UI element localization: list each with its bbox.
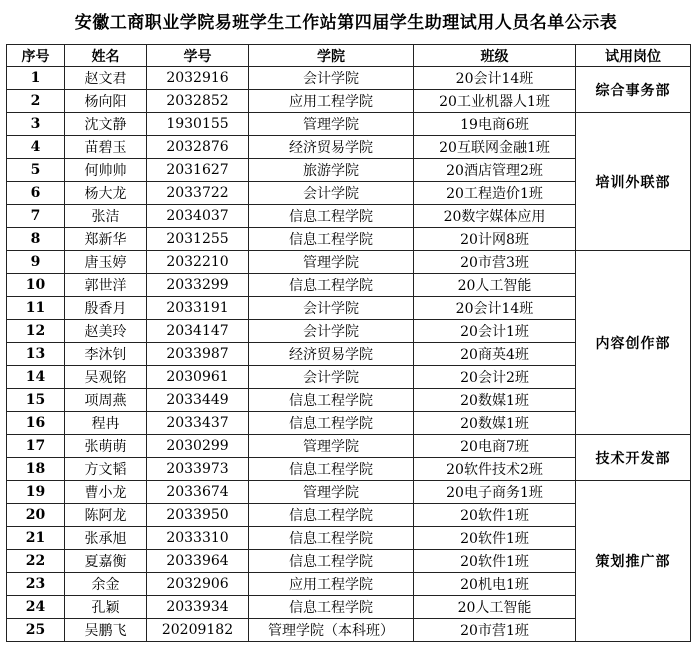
- row-name: 李沐钊: [65, 343, 147, 366]
- row-college: 旅游学院: [249, 159, 414, 182]
- table-row: [7, 113, 691, 136]
- row-college: 会计学院: [249, 366, 414, 389]
- row-class: 20机电1班: [414, 573, 576, 596]
- row-class: 20计网8班: [414, 228, 576, 251]
- row-name: 郑新华: [65, 228, 147, 251]
- department-cell: 综合事务部: [576, 67, 691, 113]
- row-student-id: 2033310: [147, 527, 249, 550]
- row-class: 20会计14班: [414, 67, 576, 90]
- row-class: 20数字媒体应用: [414, 205, 576, 228]
- row-college: 信息工程学院: [249, 504, 414, 527]
- row-name: 杨向阳: [65, 90, 147, 113]
- row-student-id: 2033299: [147, 274, 249, 297]
- row-class: 20酒店管理2班: [414, 159, 576, 182]
- header-college: 学院: [249, 45, 414, 67]
- header-position: 试用岗位: [576, 45, 691, 67]
- table-header-row: [7, 45, 691, 67]
- department-cell: 策划推广部: [576, 481, 691, 642]
- row-seq: 23: [7, 573, 65, 596]
- row-college: 会计学院: [249, 67, 414, 90]
- row-seq: 11: [7, 297, 65, 320]
- row-student-id: 2034037: [147, 205, 249, 228]
- department-cell: 培训外联部: [576, 113, 691, 251]
- roster-body: [7, 67, 691, 642]
- row-student-id: 2032852: [147, 90, 249, 113]
- row-name: 程冉: [65, 412, 147, 435]
- row-student-id: 2032210: [147, 251, 249, 274]
- row-seq: 19: [7, 481, 65, 504]
- row-college: 信息工程学院: [249, 389, 414, 412]
- row-college: 管理学院: [249, 113, 414, 136]
- row-college: 信息工程学院: [249, 412, 414, 435]
- row-class: 20人工智能: [414, 274, 576, 297]
- row-student-id: 2030299: [147, 435, 249, 458]
- row-name: 项周燕: [65, 389, 147, 412]
- header-student-id: 学号: [147, 45, 249, 67]
- row-seq: 25: [7, 619, 65, 642]
- row-college: 会计学院: [249, 297, 414, 320]
- row-seq: 5: [7, 159, 65, 182]
- row-class: 20市营3班: [414, 251, 576, 274]
- row-seq: 21: [7, 527, 65, 550]
- row-name: 苗碧玉: [65, 136, 147, 159]
- row-seq: 1: [7, 67, 65, 90]
- row-college: 管理学院: [249, 435, 414, 458]
- row-seq: 10: [7, 274, 65, 297]
- header-class: 班级: [414, 45, 576, 67]
- row-student-id: 2033964: [147, 550, 249, 573]
- row-college: 经济贸易学院: [249, 343, 414, 366]
- row-college: 信息工程学院: [249, 550, 414, 573]
- row-college: 会计学院: [249, 182, 414, 205]
- row-student-id: 2031627: [147, 159, 249, 182]
- row-seq: 22: [7, 550, 65, 573]
- row-class: 20市营1班: [414, 619, 576, 642]
- row-name: 吴观铭: [65, 366, 147, 389]
- row-name: 唐玉婷: [65, 251, 147, 274]
- row-seq: 6: [7, 182, 65, 205]
- row-student-id: 2033722: [147, 182, 249, 205]
- row-class: 20软件1班: [414, 504, 576, 527]
- row-seq: 20: [7, 504, 65, 527]
- row-seq: 3: [7, 113, 65, 136]
- row-seq: 17: [7, 435, 65, 458]
- row-college: 信息工程学院: [249, 596, 414, 619]
- row-class: 20电商7班: [414, 435, 576, 458]
- row-name: 张洁: [65, 205, 147, 228]
- row-seq: 9: [7, 251, 65, 274]
- row-student-id: 2033987: [147, 343, 249, 366]
- row-name: 沈文静: [65, 113, 147, 136]
- row-student-id: 2033449: [147, 389, 249, 412]
- row-college: 管理学院: [249, 251, 414, 274]
- row-class: 20商英4班: [414, 343, 576, 366]
- row-name: 何帅帅: [65, 159, 147, 182]
- row-class: 20会计1班: [414, 320, 576, 343]
- row-student-id: 1930155: [147, 113, 249, 136]
- row-class: 20软件1班: [414, 527, 576, 550]
- row-name: 赵美玲: [65, 320, 147, 343]
- row-class: 20工程造价1班: [414, 182, 576, 205]
- row-class: 20人工智能: [414, 596, 576, 619]
- row-name: 吴鹏飞: [65, 619, 147, 642]
- row-student-id: 2030961: [147, 366, 249, 389]
- table-row: [7, 435, 691, 458]
- row-college: 应用工程学院: [249, 573, 414, 596]
- row-seq: 14: [7, 366, 65, 389]
- row-name: 赵文君: [65, 67, 147, 90]
- row-seq: 8: [7, 228, 65, 251]
- table-row: [7, 67, 691, 90]
- row-student-id: 2033191: [147, 297, 249, 320]
- row-seq: 16: [7, 412, 65, 435]
- row-college: 信息工程学院: [249, 274, 414, 297]
- row-student-id: 2033674: [147, 481, 249, 504]
- row-student-id: 2031255: [147, 228, 249, 251]
- row-college: 管理学院: [249, 481, 414, 504]
- row-student-id: 2033950: [147, 504, 249, 527]
- row-college: 信息工程学院: [249, 458, 414, 481]
- row-class: 20数媒1班: [414, 412, 576, 435]
- table-row: [7, 481, 691, 504]
- row-class: 20软件1班: [414, 550, 576, 573]
- row-name: 杨大龙: [65, 182, 147, 205]
- row-name: 曹小龙: [65, 481, 147, 504]
- row-name: 余金: [65, 573, 147, 596]
- row-seq: 2: [7, 90, 65, 113]
- row-name: 张承旭: [65, 527, 147, 550]
- row-student-id: 2032916: [147, 67, 249, 90]
- row-student-id: 2033437: [147, 412, 249, 435]
- row-seq: 13: [7, 343, 65, 366]
- row-college: 应用工程学院: [249, 90, 414, 113]
- row-seq: 15: [7, 389, 65, 412]
- row-student-id: 2033973: [147, 458, 249, 481]
- row-class: 20软件技术2班: [414, 458, 576, 481]
- row-class: 19电商6班: [414, 113, 576, 136]
- row-college: 信息工程学院: [249, 228, 414, 251]
- row-name: 方文韬: [65, 458, 147, 481]
- row-name: 殷香月: [65, 297, 147, 320]
- row-name: 夏嘉衡: [65, 550, 147, 573]
- row-seq: 4: [7, 136, 65, 159]
- row-college: 会计学院: [249, 320, 414, 343]
- department-cell: 内容创作部: [576, 251, 691, 435]
- row-college: 信息工程学院: [249, 205, 414, 228]
- row-seq: 24: [7, 596, 65, 619]
- row-student-id: 20209182: [147, 619, 249, 642]
- row-seq: 7: [7, 205, 65, 228]
- row-name: 孔颖: [65, 596, 147, 619]
- header-name: 姓名: [65, 45, 147, 67]
- department-cell: 技术开发部: [576, 435, 691, 481]
- row-class: 20电子商务1班: [414, 481, 576, 504]
- row-class: 20会计14班: [414, 297, 576, 320]
- table-row: [7, 251, 691, 274]
- row-name: 郭世洋: [65, 274, 147, 297]
- row-class: 20会计2班: [414, 366, 576, 389]
- row-class: 20工业机器人1班: [414, 90, 576, 113]
- page-title: 安徽工商职业学院易班学生工作站第四届学生助理试用人员名单公示表: [74, 13, 618, 33]
- header-seq: 序号: [7, 45, 65, 67]
- roster-table: [6, 44, 691, 642]
- row-seq: 18: [7, 458, 65, 481]
- row-seq: 12: [7, 320, 65, 343]
- row-student-id: 2033934: [147, 596, 249, 619]
- row-college: 信息工程学院: [249, 527, 414, 550]
- row-student-id: 2032906: [147, 573, 249, 596]
- row-college: 经济贸易学院: [249, 136, 414, 159]
- row-name: 陈阿龙: [65, 504, 147, 527]
- row-student-id: 2032876: [147, 136, 249, 159]
- row-name: 张萌萌: [65, 435, 147, 458]
- row-college: 管理学院（本科班）: [249, 619, 414, 642]
- row-student-id: 2034147: [147, 320, 249, 343]
- row-class: 20数媒1班: [414, 389, 576, 412]
- row-class: 20互联网金融1班: [414, 136, 576, 159]
